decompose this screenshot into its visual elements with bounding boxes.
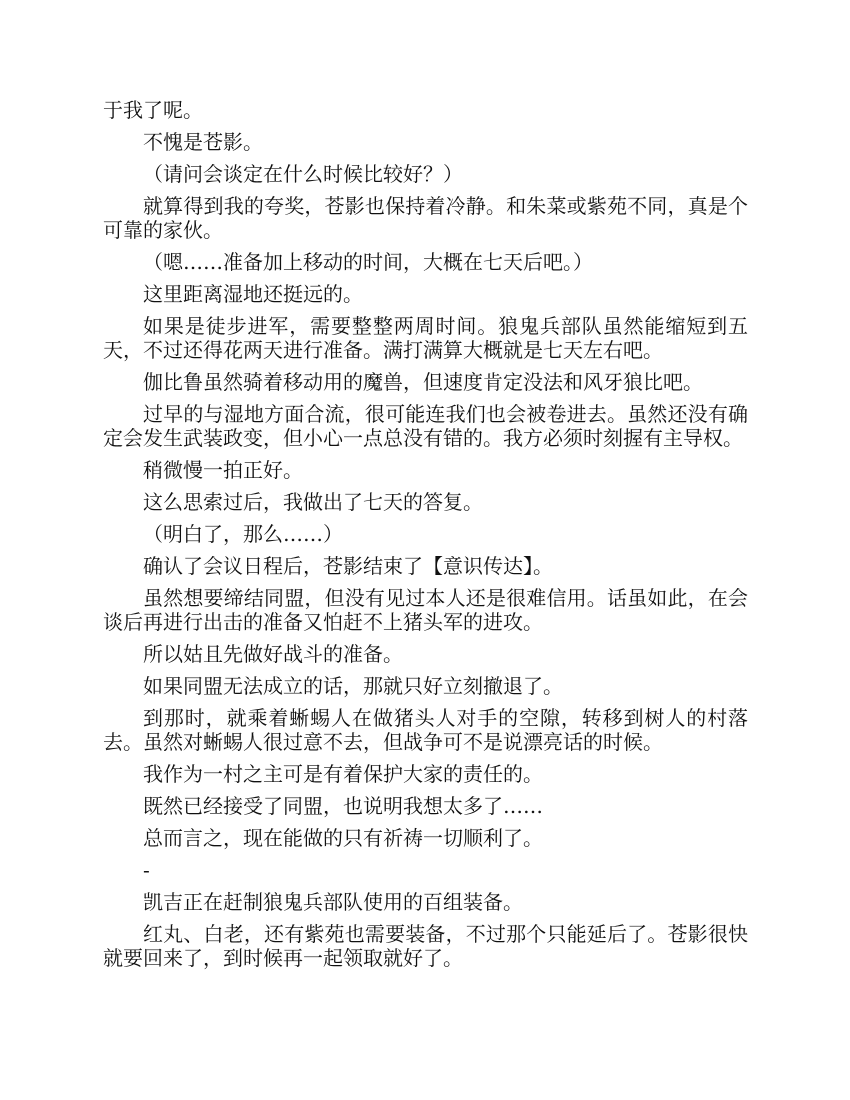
paragraph: （请问会谈定在什么时候比较好？） bbox=[143, 162, 463, 186]
paragraph: 既然已经接受了同盟，也说明我想太多了…… bbox=[143, 794, 543, 818]
paragraph: （嗯……准备加上移动的时间，大概在七天后吧。） bbox=[143, 250, 593, 274]
paragraph: 总而言之，现在能做的只有祈祷一切顺利了。 bbox=[143, 826, 543, 850]
section-separator: - bbox=[143, 858, 150, 882]
paragraph: 就算得到我的夸奖，苍影也保持着冷静。和朱菜或紫苑不同，真是个可靠的家伙。 bbox=[103, 194, 748, 242]
paragraph: 过早的与湿地方面合流，很可能连我们也会被卷进去。虽然还没有确定会发生武装政变，但小心一点总没有错的。我方必须时刻握有主导权。 bbox=[103, 402, 748, 450]
paragraph: 如果同盟无法成立的话，那就只好立刻撤退了。 bbox=[143, 674, 563, 698]
paragraph: 于我了呢。 bbox=[103, 98, 203, 122]
paragraph: 确认了会议日程后，苍影结束了【意识传达】。 bbox=[143, 554, 553, 578]
paragraph: 所以姑且先做好战斗的准备。 bbox=[143, 642, 403, 666]
paragraph: 这么思索过后，我做出了七天的答复。 bbox=[143, 490, 483, 514]
paragraph: 这里距离湿地还挺远的。 bbox=[143, 282, 363, 306]
paragraph: 如果是徒步进军，需要整整两周时间。狼鬼兵部队虽然能缩短到五天，不过还得花两天进行准备。满打满算大概就是七天左右吧。 bbox=[103, 314, 748, 362]
paragraph: （明白了，那么……） bbox=[143, 522, 343, 546]
paragraph: 我作为一村之主可是有着保护大家的责任的。 bbox=[143, 762, 543, 786]
paragraph: 红丸、白老，还有紫苑也需要装备，不过那个只能延后了。苍影很快就要回来了，到时候再一起领取就好了。 bbox=[103, 922, 748, 970]
document-page bbox=[103, 98, 748, 978]
paragraph: 虽然想要缔结同盟，但没有见过本人还是很难信用。话虽如此，在会谈后再进行出击的准备又怕赶不上猪头军的进攻。 bbox=[103, 586, 748, 634]
paragraph: 到那时，就乘着蜥蜴人在做猪头人对手的空隙，转移到树人的村落去。虽然对蜥蜴人很过意不去，但战争可不是说漂亮话的时候。 bbox=[103, 706, 748, 754]
paragraph: 伽比鲁虽然骑着移动用的魔兽，但速度肯定没法和风牙狼比吧。 bbox=[143, 370, 703, 394]
paragraph: 稍微慢一拍正好。 bbox=[143, 458, 303, 482]
paragraph: 不愧是苍影。 bbox=[143, 130, 263, 154]
paragraph: 凯吉正在赶制狼鬼兵部队使用的百组装备。 bbox=[143, 890, 523, 914]
